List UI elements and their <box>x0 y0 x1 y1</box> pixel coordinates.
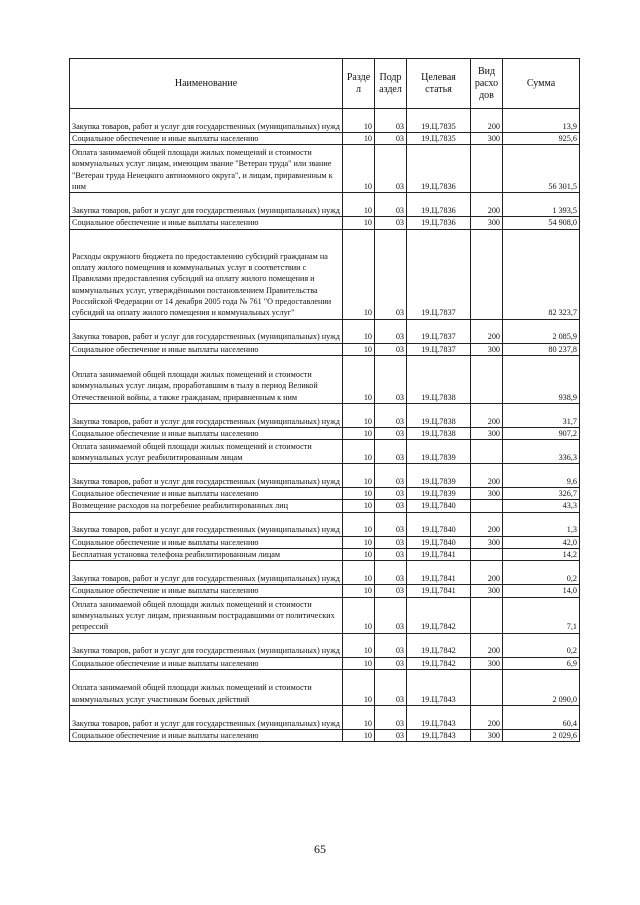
cell-subsection: 03 <box>375 440 407 464</box>
cell-amount: 1,3 <box>503 512 580 536</box>
cell-target: 19.Ц.7840 <box>407 536 471 548</box>
cell-cost-type: 300 <box>471 427 503 439</box>
cell-target: 19.Ц.7840 <box>407 500 471 512</box>
cell-name: Закупка товаров, работ и услуг для государственных (муниципальных) нужд <box>70 561 343 585</box>
cell-name: Закупка товаров, работ и услуг для государственных (муниципальных) нужд <box>70 633 343 657</box>
cell-section: 10 <box>343 319 375 343</box>
cell-section: 10 <box>343 536 375 548</box>
cell-section: 10 <box>343 633 375 657</box>
table-row <box>70 145 580 193</box>
cell-cost-type <box>471 597 503 633</box>
table-row <box>70 217 580 229</box>
cell-cost-type: 300 <box>471 217 503 229</box>
cell-target: 19.Ц.7835 <box>407 133 471 145</box>
cell-amount: 2 029,6 <box>503 729 580 741</box>
cell-section: 10 <box>343 109 375 133</box>
cell-subsection: 03 <box>375 669 407 705</box>
cell-cost-type: 200 <box>471 193 503 217</box>
cell-target: 19.Ц.7837 <box>407 319 471 343</box>
cell-target: 19.Ц.7842 <box>407 597 471 633</box>
cell-cost-type: 300 <box>471 585 503 597</box>
cell-name: Социальное обеспечение и иные выплаты населению <box>70 427 343 439</box>
cell-name: Социальное обеспечение и иные выплаты населению <box>70 133 343 145</box>
cell-section: 10 <box>343 729 375 741</box>
cell-subsection: 03 <box>375 229 407 319</box>
cell-amount: 31,7 <box>503 403 580 427</box>
header-section: Разде л <box>343 59 375 109</box>
cell-subsection: 03 <box>375 355 407 403</box>
cell-cost-type: 200 <box>471 633 503 657</box>
cell-section: 10 <box>343 705 375 729</box>
cell-cost-type: 200 <box>471 561 503 585</box>
cell-subsection: 03 <box>375 427 407 439</box>
cell-cost-type <box>471 669 503 705</box>
cell-section: 10 <box>343 488 375 500</box>
cell-amount: 6,9 <box>503 657 580 669</box>
cell-cost-type <box>471 355 503 403</box>
cell-cost-type: 300 <box>471 133 503 145</box>
cell-name: Возмещение расходов на погребение реабилитированных лиц <box>70 500 343 512</box>
cell-subsection: 03 <box>375 403 407 427</box>
cell-cost-type: 200 <box>471 109 503 133</box>
cell-section: 10 <box>343 133 375 145</box>
cell-amount: 42,0 <box>503 536 580 548</box>
cell-name: Закупка товаров, работ и услуг для государственных (муниципальных) нужд <box>70 705 343 729</box>
cell-target: 19.Ц.7840 <box>407 512 471 536</box>
cell-section: 10 <box>343 229 375 319</box>
cell-target: 19.Ц.7836 <box>407 217 471 229</box>
table-body <box>70 109 580 742</box>
cell-amount: 56 301,5 <box>503 145 580 193</box>
cell-target: 19.Ц.7839 <box>407 440 471 464</box>
cell-name: Оплата занимаемой общей площади жилых помещений и стоимости коммунальных услуг реабилитированным лицам <box>70 440 343 464</box>
cell-name: Расходы окружного бюджета по предоставлению субсидий гражданам на оплату жилого помещения и коммунальных услуг в соответствии с Правилами предоставления субсидий на оплату жилого помещения и коммунальных услуг, утверждёнными постановлением Правительства Российской Федерации от 14 декабря 2005 года № 761 "О предоставлении субсидий на оплату жилого помещения и коммунальных услуг" <box>70 229 343 319</box>
cell-target: 19.Ц.7838 <box>407 403 471 427</box>
cell-cost-type: 200 <box>471 403 503 427</box>
table-row <box>70 193 580 217</box>
table-row <box>70 343 580 355</box>
cell-cost-type <box>471 500 503 512</box>
cell-subsection: 03 <box>375 343 407 355</box>
cell-subsection: 03 <box>375 193 407 217</box>
cell-amount: 14,2 <box>503 549 580 561</box>
table-row <box>70 355 580 403</box>
cell-cost-type <box>471 549 503 561</box>
cell-name: Социальное обеспечение и иные выплаты населению <box>70 343 343 355</box>
cell-section: 10 <box>343 427 375 439</box>
cell-amount: 2 085,9 <box>503 319 580 343</box>
cell-target: 19.Ц.7836 <box>407 145 471 193</box>
table-row <box>70 133 580 145</box>
cell-amount: 938,9 <box>503 355 580 403</box>
cell-name: Социальное обеспечение и иные выплаты населению <box>70 488 343 500</box>
cell-name: Закупка товаров, работ и услуг для государственных (муниципальных) нужд <box>70 512 343 536</box>
cell-cost-type: 200 <box>471 319 503 343</box>
page-number: 65 <box>314 842 326 856</box>
cell-subsection: 03 <box>375 217 407 229</box>
cell-section: 10 <box>343 403 375 427</box>
cell-subsection: 03 <box>375 597 407 633</box>
cell-target: 19.Ц.7838 <box>407 355 471 403</box>
cell-name: Закупка товаров, работ и услуг для государственных (муниципальных) нужд <box>70 319 343 343</box>
cell-cost-type: 300 <box>471 536 503 548</box>
cell-cost-type: 200 <box>471 705 503 729</box>
cell-section: 10 <box>343 669 375 705</box>
cell-subsection: 03 <box>375 585 407 597</box>
cell-cost-type: 200 <box>471 464 503 488</box>
table-header <box>70 59 580 109</box>
table-row <box>70 633 580 657</box>
cell-amount: 82 323,7 <box>503 229 580 319</box>
cell-section: 10 <box>343 145 375 193</box>
cell-amount: 60,4 <box>503 705 580 729</box>
cell-name: Социальное обеспечение и иные выплаты населению <box>70 729 343 741</box>
cell-name: Социальное обеспечение и иные выплаты населению <box>70 217 343 229</box>
table-row <box>70 536 580 548</box>
cell-target: 19.Ц.7836 <box>407 193 471 217</box>
budget-table <box>69 58 580 742</box>
cell-section: 10 <box>343 217 375 229</box>
table-row <box>70 561 580 585</box>
cell-cost-type: 300 <box>471 729 503 741</box>
table-row <box>70 549 580 561</box>
cell-cost-type: 200 <box>471 512 503 536</box>
cell-amount: 0,2 <box>503 561 580 585</box>
cell-subsection: 03 <box>375 512 407 536</box>
cell-cost-type <box>471 440 503 464</box>
cell-subsection: 03 <box>375 500 407 512</box>
cell-subsection: 03 <box>375 657 407 669</box>
cell-amount: 14,0 <box>503 585 580 597</box>
cell-section: 10 <box>343 549 375 561</box>
table-row <box>70 585 580 597</box>
cell-subsection: 03 <box>375 729 407 741</box>
cell-amount: 2 090,0 <box>503 669 580 705</box>
cell-section: 10 <box>343 440 375 464</box>
cell-target: 19.Ц.7839 <box>407 464 471 488</box>
header-row <box>70 59 580 109</box>
table-row <box>70 705 580 729</box>
cell-section: 10 <box>343 464 375 488</box>
cell-name: Оплата занимаемой общей площади жилых помещений и стоимости коммунальных услуг лицам, имеющим звание "Ветеран труда" или звание "Ветеран труда Ненецкого автономного округа", и лицам, приравненным к ним <box>70 145 343 193</box>
cell-name: Закупка товаров, работ и услуг для государственных (муниципальных) нужд <box>70 193 343 217</box>
cell-section: 10 <box>343 561 375 585</box>
header-target: Целевая статья <box>407 59 471 109</box>
cell-name: Оплата занимаемой общей площади жилых помещений и стоимости коммунальных услуг лицам, проработавшим в тылу в период Великой Отечественной войны, а также гражданам, приравненным к ним <box>70 355 343 403</box>
table-row <box>70 464 580 488</box>
table-row <box>70 597 580 633</box>
table-row <box>70 427 580 439</box>
cell-section: 10 <box>343 343 375 355</box>
cell-target: 19.Ц.7835 <box>407 109 471 133</box>
cell-cost-type <box>471 145 503 193</box>
cell-subsection: 03 <box>375 464 407 488</box>
cell-subsection: 03 <box>375 549 407 561</box>
cell-section: 10 <box>343 657 375 669</box>
cell-target: 19.Ц.7842 <box>407 633 471 657</box>
cell-section: 10 <box>343 500 375 512</box>
cell-target: 19.Ц.7841 <box>407 561 471 585</box>
table-row <box>70 319 580 343</box>
table-row <box>70 229 580 319</box>
cell-section: 10 <box>343 585 375 597</box>
cell-section: 10 <box>343 597 375 633</box>
cell-subsection: 03 <box>375 536 407 548</box>
header-amount: Сумма <box>503 59 580 109</box>
table-row <box>70 512 580 536</box>
table-row <box>70 403 580 427</box>
cell-target: 19.Ц.7842 <box>407 657 471 669</box>
cell-name: Закупка товаров, работ и услуг для государственных (муниципальных) нужд <box>70 464 343 488</box>
cell-subsection: 03 <box>375 561 407 585</box>
cell-subsection: 03 <box>375 319 407 343</box>
cell-name: Социальное обеспечение и иные выплаты населению <box>70 536 343 548</box>
cell-amount: 7,1 <box>503 597 580 633</box>
cell-subsection: 03 <box>375 109 407 133</box>
cell-target: 19.Ц.7843 <box>407 705 471 729</box>
cell-name: Социальное обеспечение и иные выплаты населению <box>70 585 343 597</box>
table-row <box>70 729 580 741</box>
table-row <box>70 440 580 464</box>
cell-cost-type: 300 <box>471 343 503 355</box>
cell-amount: 54 908,0 <box>503 217 580 229</box>
cell-cost-type: 300 <box>471 488 503 500</box>
cell-subsection: 03 <box>375 133 407 145</box>
cell-target: 19.Ц.7841 <box>407 585 471 597</box>
cell-amount: 326,7 <box>503 488 580 500</box>
cell-name: Оплата занимаемой общей площади жилых помещений и стоимости коммунальных услуг лицам, признанным пострадавшими от политических репрессий <box>70 597 343 633</box>
cell-name: Закупка товаров, работ и услуг для государственных (муниципальных) нужд <box>70 109 343 133</box>
table-row <box>70 500 580 512</box>
cell-target: 19.Ц.7843 <box>407 729 471 741</box>
cell-name: Социальное обеспечение и иные выплаты населению <box>70 657 343 669</box>
cell-section: 10 <box>343 193 375 217</box>
cell-amount: 0,2 <box>503 633 580 657</box>
cell-subsection: 03 <box>375 145 407 193</box>
cell-name: Бесплатная установка телефона реабилитированным лицам <box>70 549 343 561</box>
cell-target: 19.Ц.7843 <box>407 669 471 705</box>
cell-subsection: 03 <box>375 633 407 657</box>
cell-cost-type: 300 <box>471 657 503 669</box>
cell-target: 19.Ц.7838 <box>407 427 471 439</box>
cell-target: 19.Ц.7839 <box>407 488 471 500</box>
header-name: Наименование <box>70 59 343 109</box>
cell-amount: 907,2 <box>503 427 580 439</box>
cell-amount: 13,9 <box>503 109 580 133</box>
cell-target: 19.Ц.7841 <box>407 549 471 561</box>
cell-name: Оплата занимаемой общей площади жилых помещений и стоимости коммунальных услуг участникам боевых действий <box>70 669 343 705</box>
cell-amount: 1 393,5 <box>503 193 580 217</box>
cell-section: 10 <box>343 355 375 403</box>
table-row <box>70 109 580 133</box>
cell-amount: 43,3 <box>503 500 580 512</box>
cell-amount: 9,6 <box>503 464 580 488</box>
cell-target: 19.Ц.7837 <box>407 229 471 319</box>
cell-name: Закупка товаров, работ и услуг для государственных (муниципальных) нужд <box>70 403 343 427</box>
cell-target: 19.Ц.7837 <box>407 343 471 355</box>
table-row <box>70 488 580 500</box>
cell-section: 10 <box>343 512 375 536</box>
table-row <box>70 657 580 669</box>
header-cost-type: Вид расхо дов <box>471 59 503 109</box>
table-row <box>70 669 580 705</box>
cell-amount: 80 237,8 <box>503 343 580 355</box>
cell-subsection: 03 <box>375 705 407 729</box>
header-subsection: Подр аздел <box>375 59 407 109</box>
cell-amount: 925,6 <box>503 133 580 145</box>
cell-subsection: 03 <box>375 488 407 500</box>
cell-cost-type <box>471 229 503 319</box>
cell-amount: 336,3 <box>503 440 580 464</box>
